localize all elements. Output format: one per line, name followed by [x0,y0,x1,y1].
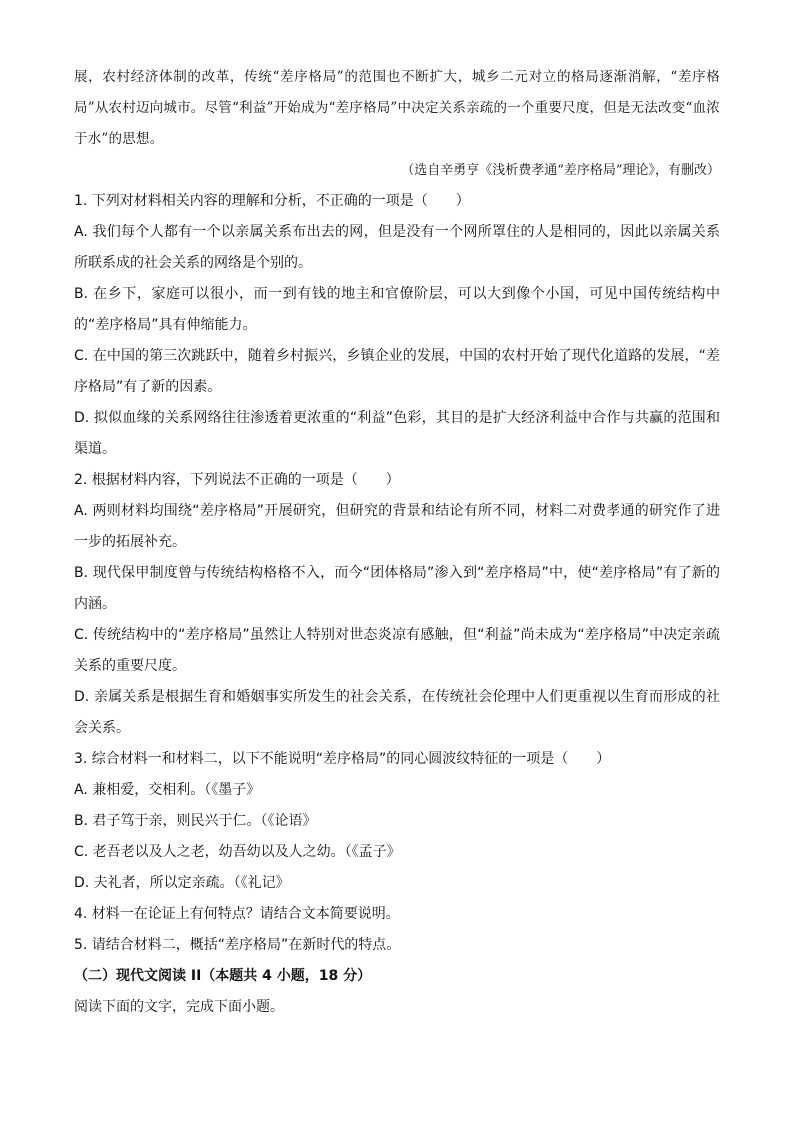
question-5: 5. 请结合材料二，概括“差序格局”在新时代的特点。 [74,937,401,953]
question-stem: 2. 根据材料内容，下列说法不正确的一项是（ ） [74,472,400,488]
question-1 [74,186,720,465]
document-page [74,62,720,1023]
question-3 [74,744,720,899]
option-d: D. 拟似血缘的关系网络往往渗透着更浓重的“利益”色彩，其目的是扩大经济利益中合作与共赢的范围和渠道。 [74,410,720,457]
option-b: B. 现代保甲制度曾与传统结构格格不入，而今“团体格局”渗入到“差序格局”中，使“差序格局”有了新的内涵。 [74,565,720,612]
option-c: C. 传统结构中的“差序格局”虽然让人特别对世态炎凉有感触，但“利益”尚未成为“差序格局”中决定亲疏关系的重要尺度。 [74,627,720,674]
passage-source: （选自辛勇亨《浅析费孝通“差序格局”理论》，有删改） [401,163,720,178]
option-c: C. 老吾老以及人之老，幼吾幼以及人之幼。（《孟子》 [74,844,401,860]
option-c: C. 在中国的第三次跳跃中，随着乡村振兴，乡镇企业的发展，中国的农村开始了现代化道路的发展，“差序格局”有了新的因素。 [74,348,720,395]
option-d: D. 夫礼者，所以定亲疏。（《礼记》 [74,875,290,891]
section-heading: （二）现代文阅读 II（本题共 4 小题，18 分） [74,968,372,984]
option-a: A. 兼相爱，交相利。（《墨子》 [74,782,261,798]
question-stem: 3. 综合材料一和材料二，以下不能说明“差序格局”的同心圆波纹特征的一项是（ ） [74,751,611,767]
passage-text: 展，农村经济体制的改革，传统“差序格局”的范围也不断扩大，城乡二元对立的格局逐渐消解，“差序格局”从农村迈向城市。尽管“利益”开始成为“差序格局”中决定关系亲疏的一个重要尺度，但是无法改变“血浓于水”的思想。 [74,69,720,147]
question-4: 4. 材料一在论证上有何特点？请结合文本简要说明。 [74,906,400,922]
option-b: B. 在乡下，家庭可以很小，而一到有钱的地主和官僚阶层，可以大到像个小国，可见中国传统结构中的“差序格局”具有伸缩能力。 [74,286,720,333]
option-a: A. 两则材料均围绕“差序格局”开展研究，但研究的背景和结论有所不同，材料二对费孝通的研究作了进一步的拓展补充。 [74,503,720,550]
question-stem: 1. 下列对材料相关内容的理解和分析，不正确的一项是（ ） [74,193,470,209]
question-2 [74,465,720,744]
option-d: D. 亲属关系是根据生育和婚姻事实所发生的社会关系，在传统社会伦理中人们更重视以生育而形成的社会关系。 [74,689,720,736]
section-instruction: 阅读下面的文字，完成下面小题。 [74,999,284,1015]
option-b: B. 君子笃于亲，则民兴于仁。（《论语》 [74,813,317,829]
option-a: A. 我们每个人都有一个以亲属关系布出去的网，但是没有一个网所罩住的人是相同的，因此以亲属关系所联系成的社会关系的网络是个别的。 [74,224,720,271]
